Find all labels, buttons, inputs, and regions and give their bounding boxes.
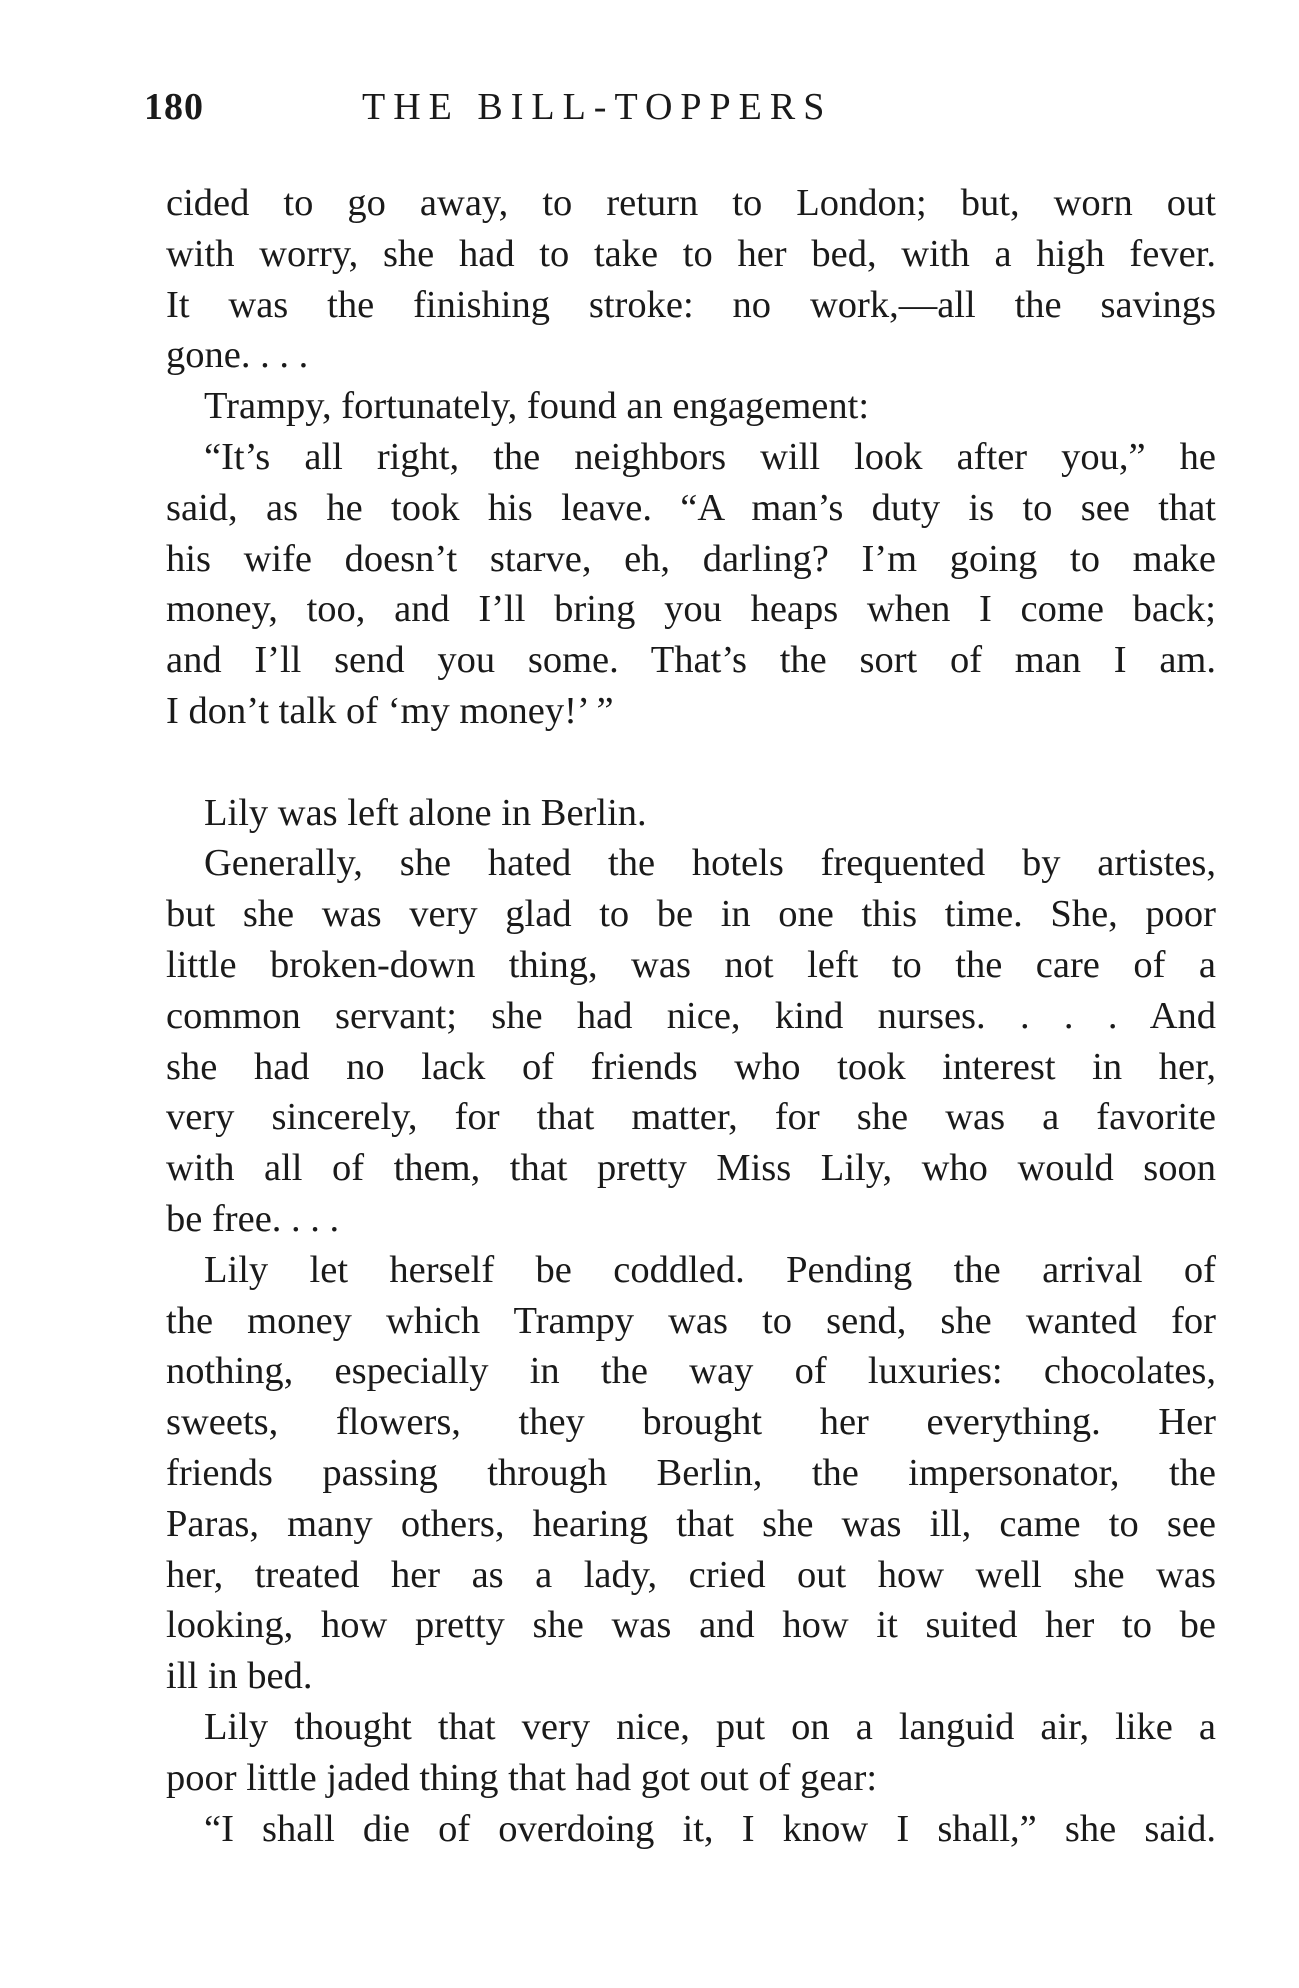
text-line: very sincerely, for that matter, for she was a favorite <box>166 1096 1216 1139</box>
text-line: money, too, and I’ll bring you heaps when I come back; <box>166 588 1216 631</box>
text-line: ill in bed. <box>166 1655 313 1698</box>
text-line: Paras, many others, hearing that she was ill, came to see <box>166 1502 1216 1545</box>
body-text <box>166 178 1216 1854</box>
text-line: with worry, she had to take to her bed, with a high fever. <box>166 232 1216 275</box>
text-line: common servant; she had nice, kind nurses. . . . And <box>166 994 1216 1037</box>
page-number: 180 <box>144 86 204 128</box>
text-line: gone. . . . <box>166 334 309 377</box>
text-line: her, treated her as a lady, cried out how well she was <box>166 1553 1216 1596</box>
text-line: cided to go away, to return to London; but, worn out <box>166 182 1216 224</box>
text-line: looking, how pretty she was and how it suited her to be <box>166 1604 1216 1647</box>
text-line: she had no lack of friends who took interest in her, <box>166 1045 1216 1088</box>
page-header <box>144 82 1214 132</box>
text-line: Lily let herself be coddled. Pending the arrival of <box>204 1248 1216 1291</box>
text-line: poor little jaded thing that had got out of gear: <box>166 1756 878 1799</box>
text-line: little broken-down thing, was not left to the care of a <box>166 943 1216 986</box>
text-line: his wife doesn’t starve, eh, darling? I’m going to make <box>166 537 1216 580</box>
text-line: It was the finishing stroke: no work,—all the savings <box>166 283 1216 326</box>
text-line: with all of them, that pretty Miss Lily, who would soon <box>166 1147 1216 1190</box>
text-line: and I’ll send you some. That’s the sort of man I am. <box>166 639 1216 682</box>
text-line: the money which Trampy was to send, she wanted for <box>166 1299 1216 1342</box>
text-line: be free. . . . <box>166 1197 340 1240</box>
text-line: Trampy, fortunately, found an engagement: <box>204 385 870 428</box>
text-line: nothing, especially in the way of luxuries: chocolates, <box>166 1350 1216 1393</box>
text-line: but she was very glad to be in one this time. She, poor <box>166 893 1216 936</box>
text-line: “I shall die of overdoing it, I know I shall,” she said. <box>204 1807 1216 1850</box>
text-line: Generally, she hated the hotels frequented by artistes, <box>204 842 1216 885</box>
text-line: sweets, flowers, they brought her everything. Her <box>166 1401 1216 1444</box>
text-line: I don’t talk of ‘my money!’ ” <box>166 689 614 732</box>
text-line: friends passing through Berlin, the impersonator, the <box>166 1451 1216 1494</box>
text-line: “It’s all right, the neighbors will look after you,” he <box>204 435 1216 478</box>
running-title: THE BILL-TOPPERS <box>362 86 833 128</box>
text-line: Lily was left alone in Berlin. <box>204 791 647 834</box>
text-line: Lily thought that very nice, put on a languid air, like a <box>204 1705 1216 1748</box>
section-break <box>166 737 1216 788</box>
text-line: said, as he took his leave. “A man’s duty is to see that <box>166 486 1216 529</box>
